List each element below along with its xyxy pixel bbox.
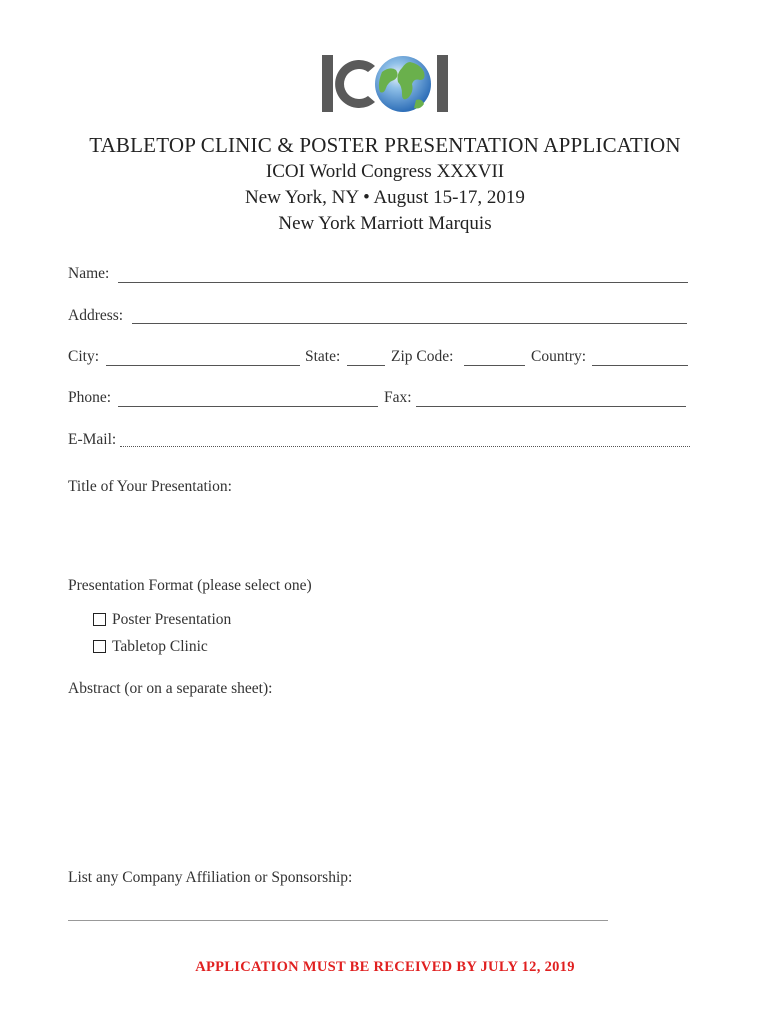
city-field[interactable] [106, 365, 300, 366]
icoi-logo [320, 50, 450, 116]
tabletop-clinic-label: Tabletop Clinic [112, 638, 208, 655]
country-field[interactable] [592, 365, 688, 366]
fax-label: Fax: [384, 389, 412, 406]
poster-presentation-label: Poster Presentation [112, 611, 232, 628]
state-label: State: [305, 348, 341, 365]
name-label: Name: [68, 265, 110, 282]
abstract-label: Abstract (or on a separate sheet): [68, 680, 273, 697]
affiliation-label: List any Company Affiliation or Sponsorship: [68, 869, 353, 886]
presentation-title-area[interactable] [68, 500, 688, 560]
address-label: Address: [68, 307, 124, 324]
phone-field[interactable] [118, 406, 378, 407]
tabletop-clinic-checkbox[interactable] [93, 640, 106, 653]
zip-code-label: Zip Code: [391, 348, 454, 365]
phone-label: Phone: [68, 389, 112, 406]
event-venue: New York Marriott Marquis [278, 213, 492, 234]
event-location-date: New York, NY • August 15-17, 2019 [245, 187, 525, 208]
abstract-area[interactable] [68, 705, 688, 855]
poster-presentation-checkbox[interactable] [93, 613, 106, 626]
deadline-notice: APPLICATION MUST BE RECEIVED BY JULY 12, 2019 [195, 959, 575, 975]
presentation-format-label: Presentation Format (please select one) [68, 577, 312, 594]
form-title: TABLETOP CLINIC & POSTER PRESENTATION APPLICATION [89, 133, 681, 157]
presentation-title-label: Title of Your Presentation: [68, 478, 232, 495]
affiliation-field[interactable] [68, 920, 608, 921]
address-field[interactable] [132, 323, 687, 324]
name-field[interactable] [118, 282, 688, 283]
state-field[interactable] [347, 365, 385, 366]
fax-field[interactable] [416, 406, 686, 407]
city-label: City: [68, 348, 100, 365]
email-field[interactable] [120, 446, 690, 447]
email-label: E-Mail: [68, 431, 117, 448]
event-name: ICOI World Congress XXXVII [265, 161, 505, 182]
country-label: Country: [531, 348, 587, 365]
icoi-logo-graphic [320, 50, 450, 116]
zip-code-field[interactable] [464, 365, 525, 366]
